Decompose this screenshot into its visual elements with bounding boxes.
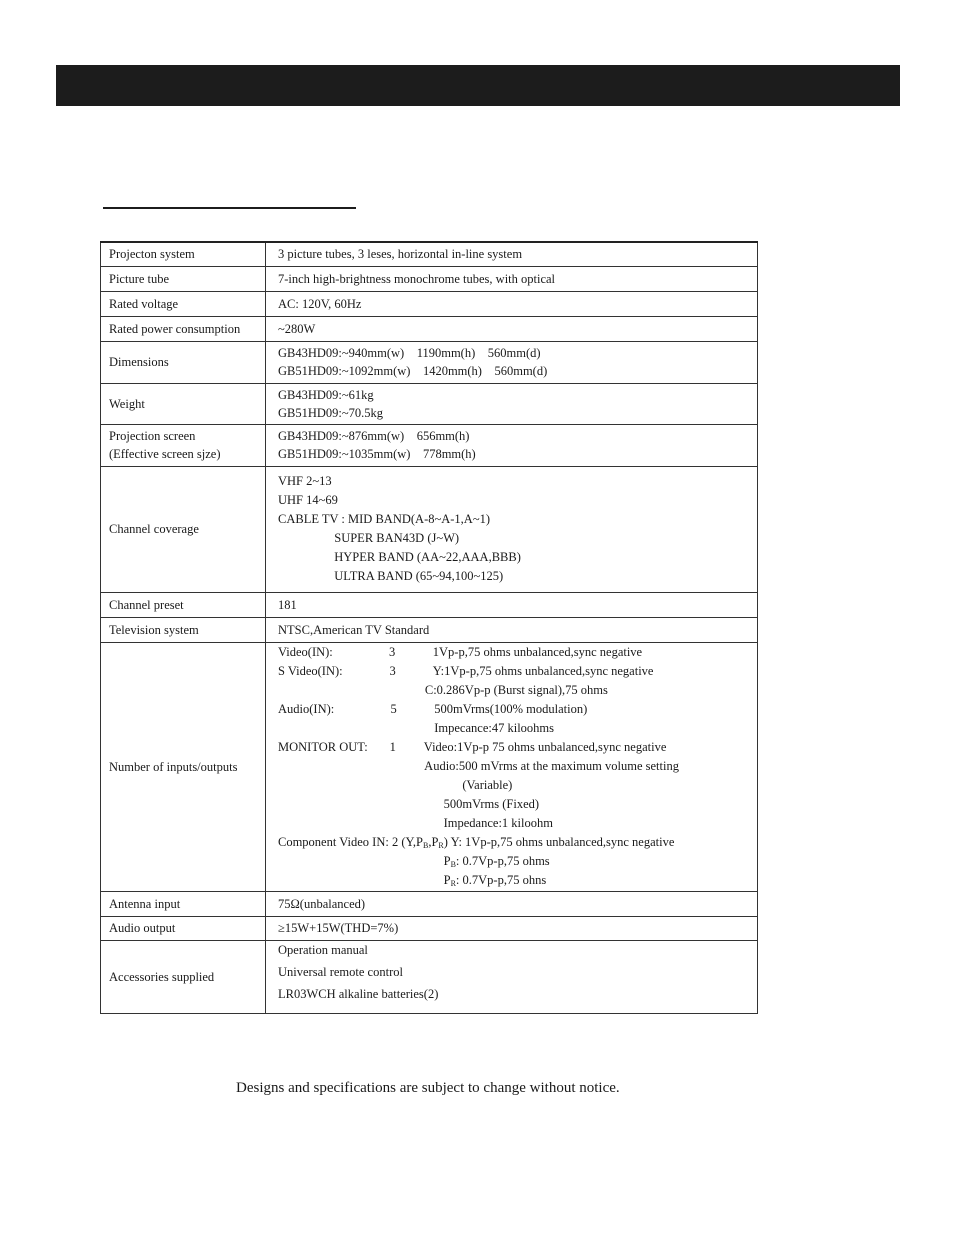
value-line: Operation manual [278, 942, 368, 957]
row-value: 181 [266, 592, 758, 617]
row-value [266, 424, 758, 466]
row-value: ≥15W+15W(THD=7%) [266, 916, 758, 940]
value-line: Audio:500 mVrms at the maximum volume setting [278, 759, 679, 773]
row-value [266, 383, 758, 424]
subscript-r: R [450, 879, 456, 888]
pr-prefix: P [278, 873, 451, 887]
row-label: Number of inputs/outputs [101, 642, 266, 891]
row-label: Dimensions [101, 341, 266, 383]
row-label: Antenna input [101, 891, 266, 916]
table-row [101, 916, 758, 940]
value-line: (Variable) [278, 778, 513, 792]
table-row [101, 642, 758, 891]
disclaimer-note: Designs and specifications are subject to change without notice. [236, 1080, 620, 1096]
row-value [266, 642, 758, 891]
component-prefix: Component Video IN: 2 (Y,P [278, 835, 423, 849]
row-value: ~280W [266, 316, 758, 341]
value-line: SUPER BAN43D (J~W) [278, 531, 460, 545]
label-line: (Effective screen sjze) [109, 447, 221, 461]
row-value: 75Ω(unbalanced) [266, 891, 758, 916]
header-bar [56, 65, 900, 106]
value-line: MONITOR OUT: 1 Video:1Vp-p 75 ohms unbalanced,sync negative [278, 740, 667, 754]
row-label: Channel coverage [101, 466, 266, 592]
row-value: 7-inch high-brightness monochrome tubes, with optical [266, 266, 758, 291]
value-line: HYPER BAND (AA~22,AAA,BBB) [278, 550, 521, 564]
subscript-r: R [438, 841, 444, 850]
table-row [101, 266, 758, 291]
component-video-line [278, 833, 745, 852]
value-line: GB43HD09:~61kg [278, 387, 374, 402]
row-label: Weight [101, 383, 266, 424]
value-line: CABLE TV : MID BAND(A-8~A-1,A~1) [278, 512, 491, 526]
row-label [101, 424, 266, 466]
value-line: VHF 2~13 [278, 474, 332, 488]
table-row [101, 291, 758, 316]
pr-text: : 0.7Vp-p,75 ohns [455, 873, 547, 887]
value-line: LR03WCH alkaline batteries(2) [278, 986, 439, 1001]
value-line: GB43HD09:~876mm(w) 656mm(h) [278, 429, 470, 443]
pr-line [278, 871, 745, 890]
row-value [266, 466, 758, 592]
row-label: Accessories supplied [101, 940, 266, 1013]
row-label: Picture tube [101, 266, 266, 291]
row-label: Audio output [101, 916, 266, 940]
specifications-table [100, 241, 758, 1014]
row-value: NTSC,American TV Standard [266, 617, 758, 642]
row-value [266, 940, 758, 1013]
table-row [101, 242, 758, 266]
value-line: 500mVrms (Fixed) [278, 797, 540, 811]
value-line: S Video(IN): 3 Y:1Vp-p,75 ohms unbalanced,sync negative [278, 664, 654, 678]
row-label: Channel preset [101, 592, 266, 617]
row-label: Projecton system [101, 242, 266, 266]
value-line: ULTRA BAND (65~94,100~125) [278, 569, 504, 583]
label-line: Projection screen [109, 429, 196, 443]
table-row [101, 341, 758, 383]
value-line: GB43HD09:~940mm(w) 1190mm(h) 560mm(d) [278, 346, 541, 360]
pb-prefix: P [278, 854, 451, 868]
section-title-underline [103, 207, 356, 209]
pb-line [278, 852, 745, 871]
row-label: Rated voltage [101, 291, 266, 316]
table-row [101, 891, 758, 916]
table-row [101, 617, 758, 642]
value-line: C:0.286Vp-p (Burst signal),75 ohms [278, 683, 608, 697]
row-value [266, 341, 758, 383]
value-line: GB51HD09:~1035mm(w) 778mm(h) [278, 447, 476, 461]
row-label: Television system [101, 617, 266, 642]
component-sep: ,P [428, 835, 439, 849]
row-value: 3 picture tubes, 3 leses, horizontal in-line system [266, 242, 758, 266]
table-row [101, 316, 758, 341]
table-row [101, 592, 758, 617]
pb-text: : 0.7Vp-p,75 ohms [455, 854, 550, 868]
value-line: UHF 14~69 [278, 493, 338, 507]
table-row [101, 383, 758, 424]
row-value: AC: 120V, 60Hz [266, 291, 758, 316]
value-line: Audio(IN): 5 500mVrms(100% modulation) [278, 702, 588, 716]
value-line: Impecance:47 kiloohms [278, 721, 555, 735]
value-line: GB51HD09:~70.5kg [278, 405, 384, 420]
table-row [101, 424, 758, 466]
value-line: GB51HD09:~1092mm(w) 1420mm(h) 560mm(d) [278, 364, 548, 378]
value-line: Universal remote control [278, 964, 403, 979]
subscript-b: B [450, 860, 456, 869]
subscript-b: B [422, 841, 429, 850]
table-row [101, 466, 758, 592]
table-row [101, 940, 758, 1013]
row-label: Rated power consumption [101, 316, 266, 341]
value-line: Impedance:1 kiloohm [278, 816, 553, 830]
component-suffix: ) Y: 1Vp-p,75 ohms unbalanced,sync negative [443, 835, 675, 849]
value-line: Video(IN): 3 1Vp-p,75 ohms unbalanced,sync negative [278, 645, 643, 659]
